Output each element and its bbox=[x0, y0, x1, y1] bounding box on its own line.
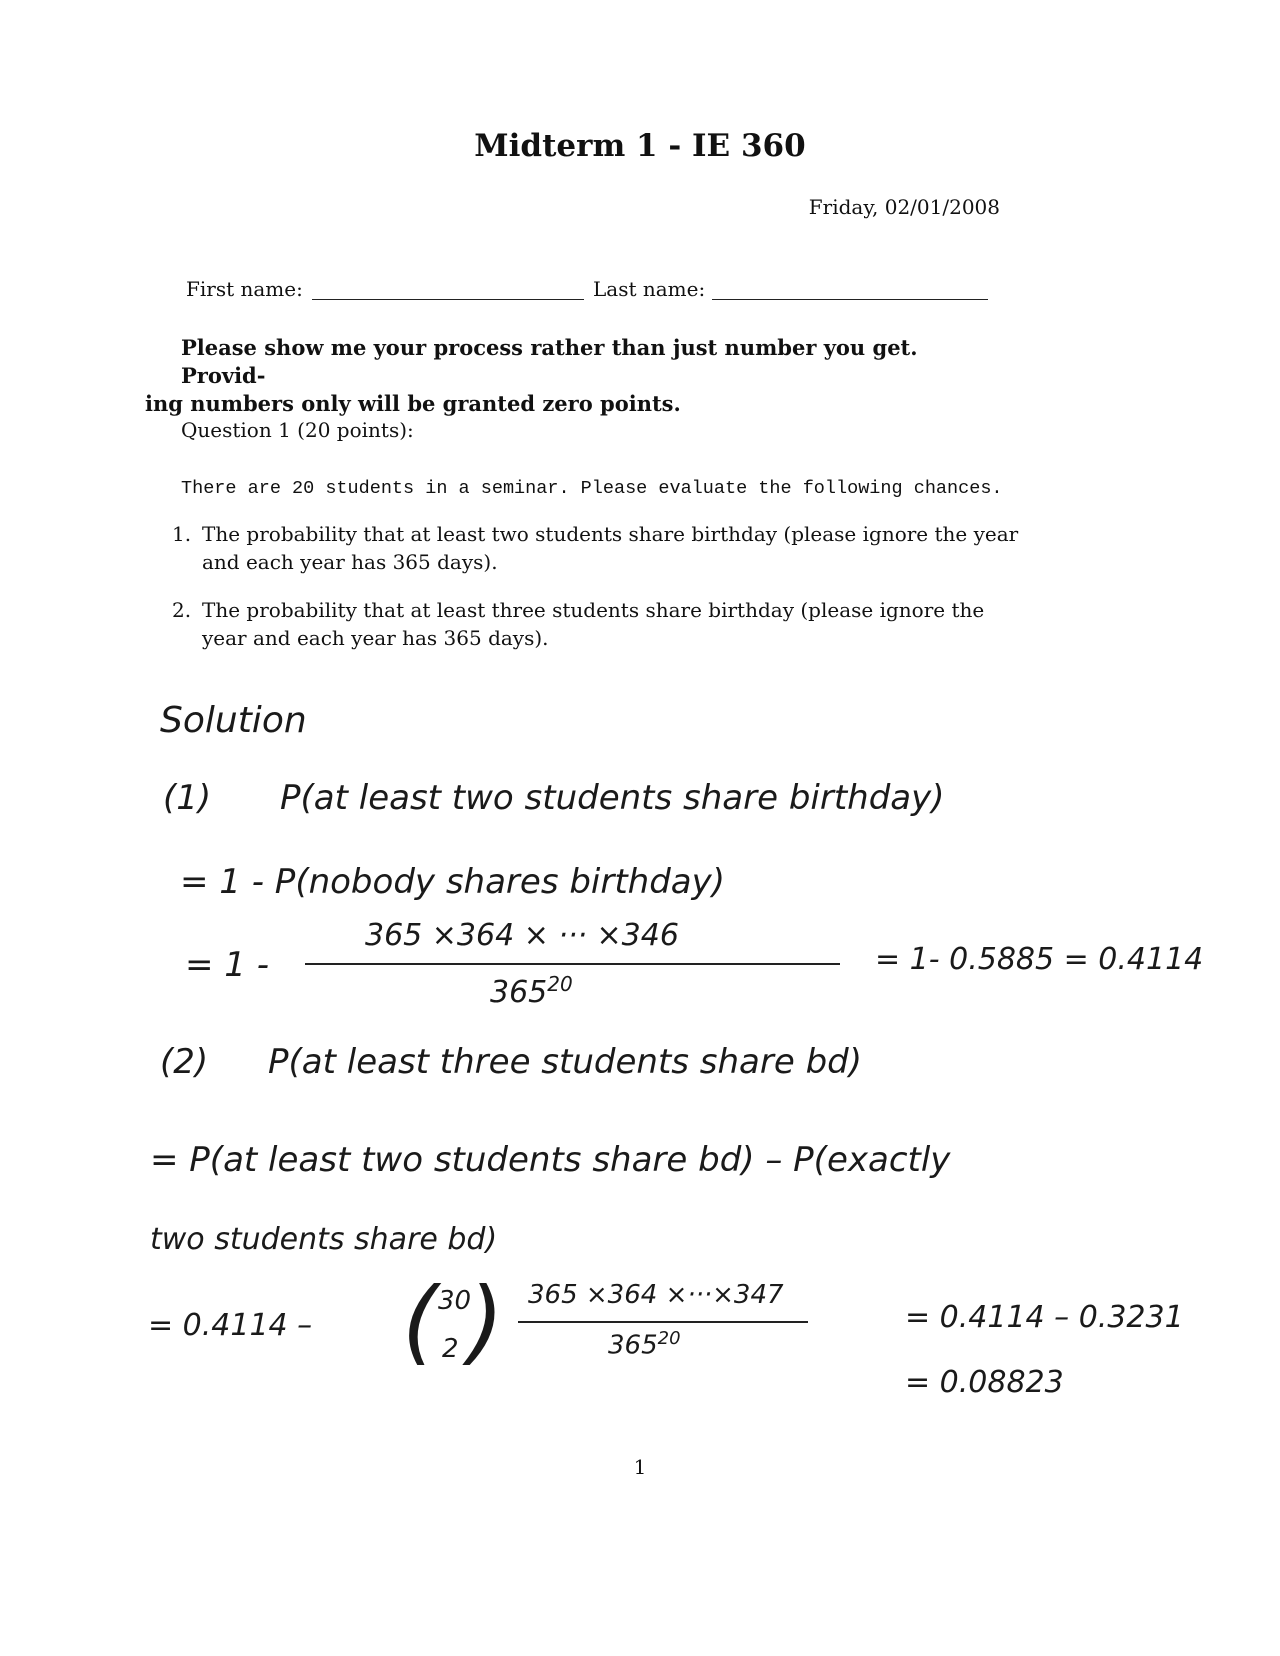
last-name-field[interactable] bbox=[712, 298, 988, 300]
binomial-bottom: 2 bbox=[442, 1334, 459, 1364]
question-item-number: 2. bbox=[172, 598, 192, 622]
part1-line-2: = 1 - P(nobody shares birthday) bbox=[180, 862, 726, 902]
question-item-2 bbox=[172, 596, 1022, 652]
fraction-bar bbox=[305, 963, 840, 965]
instructions-line-1: Please show me your process rather than just number you get. Provid- bbox=[181, 335, 918, 388]
binomial-coefficient bbox=[402, 1268, 504, 1392]
part1-result: = 1- 0.5885 = 0.4114 bbox=[875, 942, 1204, 977]
solution-heading: Solution bbox=[160, 700, 307, 741]
part1-label: (1) bbox=[163, 778, 212, 818]
part1-denominator bbox=[490, 972, 573, 1010]
question-item-text: The probability that at least two students share birthday (please ignore the year and each year has 365 days). bbox=[202, 522, 1019, 574]
instructions-line-2: ing numbers only will be granted zero points. bbox=[145, 391, 681, 416]
part2-fraction bbox=[518, 1280, 808, 1380]
page-number: 1 bbox=[633, 1455, 647, 1479]
question-item-number: 1. bbox=[172, 522, 192, 546]
last-name-label: Last name: bbox=[593, 277, 706, 301]
binomial-right-paren: ) bbox=[468, 1268, 504, 1375]
part2-denominator bbox=[608, 1328, 681, 1361]
part2-line-4-prefix: = 0.4114 – bbox=[148, 1308, 313, 1343]
instructions bbox=[145, 334, 1005, 418]
first-name-field[interactable] bbox=[312, 298, 584, 300]
question-item-1 bbox=[172, 520, 1022, 576]
fraction-bar bbox=[518, 1321, 808, 1323]
page-title: Midterm 1 - IE 360 bbox=[474, 128, 806, 164]
denominator-base: 365 bbox=[608, 1330, 658, 1361]
part1-fraction bbox=[305, 918, 840, 1018]
part2-line-1: P(at least three students share bd) bbox=[268, 1042, 863, 1082]
question-item-text: The probability that at least three students share birthday (please ignore the year and each year has 365 days). bbox=[202, 598, 985, 650]
question-prompt: There are 20 students in a seminar. Please evaluate the following chances. bbox=[181, 478, 1003, 499]
part2-result-2: = 0.08823 bbox=[905, 1365, 1064, 1400]
part1-numerator: 365 ×364 × ··· ×346 bbox=[365, 918, 679, 953]
denominator-base: 365 bbox=[490, 975, 548, 1010]
binomial-left-paren: ( bbox=[402, 1268, 438, 1375]
denominator-exponent: 20 bbox=[547, 972, 573, 996]
part1-line-1: P(at least two students share birthday) bbox=[280, 778, 945, 818]
part2-numerator: 365 ×364 ×···×347 bbox=[528, 1280, 784, 1310]
part1-line-3-prefix: = 1 - bbox=[185, 945, 270, 985]
first-name-label: First name: bbox=[186, 277, 303, 301]
part2-label: (2) bbox=[160, 1042, 209, 1082]
exam-date: Friday, 02/01/2008 bbox=[808, 195, 1000, 219]
denominator-exponent: 20 bbox=[657, 1328, 681, 1349]
part2-line-3: two students share bd) bbox=[150, 1222, 498, 1257]
question-heading: Question 1 (20 points): bbox=[181, 418, 414, 442]
part2-line-2: = P(at least two students share bd) – P(exactly bbox=[150, 1140, 951, 1180]
part2-result-1: = 0.4114 – 0.3231 bbox=[905, 1300, 1184, 1335]
binomial-top: 30 bbox=[438, 1286, 472, 1316]
